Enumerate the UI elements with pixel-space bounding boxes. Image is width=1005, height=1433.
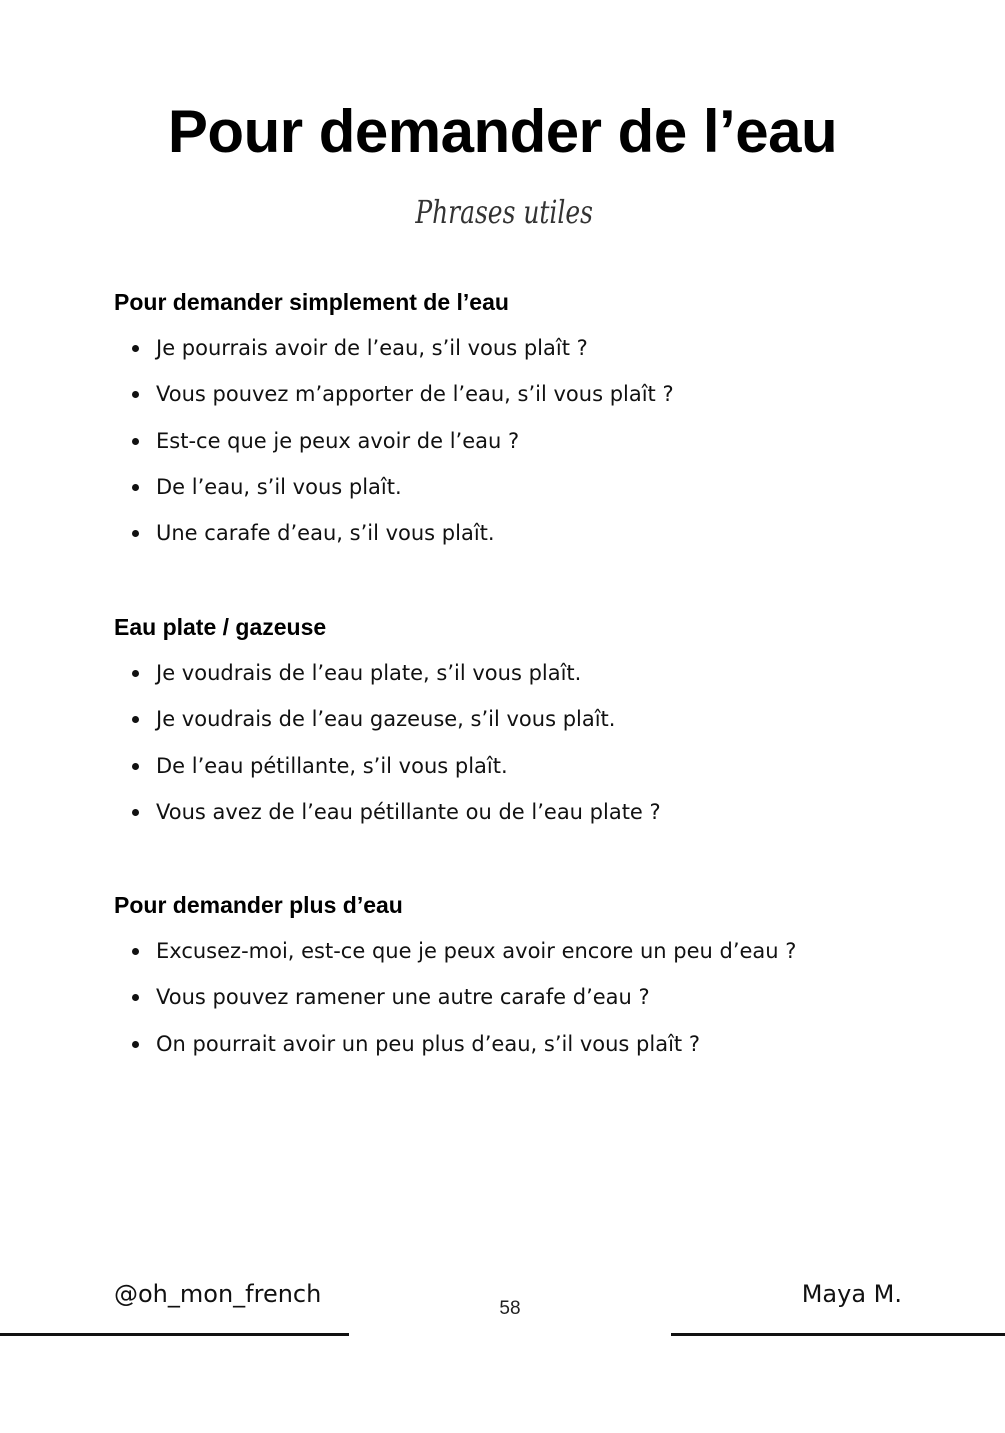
phrase-text: Vous pouvez ramener une autre carafe d’eau ?: [156, 985, 650, 1010]
footer-rule-left: [0, 1333, 349, 1336]
phrase-text: Je voudrais de l’eau plate, s’il vous plaît.: [156, 661, 582, 685]
phrase-text: Vous pouvez m’apporter de l’eau, s’il vous plaît ?: [156, 382, 674, 407]
page-title: Pour demander de l’eau: [167, 98, 838, 165]
phrase-text: On pourrait avoir un peu plus d’eau, s’il vous plaît ?: [156, 1031, 700, 1056]
bullet-icon: [132, 438, 139, 445]
bullet-icon: [132, 530, 139, 537]
list-item: [114, 658, 914, 704]
bullet-icon: [132, 716, 139, 723]
section-simple-request: [114, 287, 914, 564]
bullet-icon: [132, 994, 139, 1001]
list-item: [114, 797, 914, 843]
list-item: [114, 751, 914, 797]
section-heading: Pour demander plus d’eau: [114, 892, 403, 918]
list-item: [114, 379, 914, 425]
list-item: [114, 518, 914, 564]
section-still-sparkling: [114, 612, 914, 843]
phrase-text: Je pourrais avoir de l’eau, s’il vous plaît ?: [156, 336, 588, 360]
footer-rule-right: [671, 1333, 1005, 1336]
phrase-list: [114, 333, 914, 564]
list-item: [114, 472, 914, 518]
section-more-water: [114, 890, 914, 1075]
bullet-icon: [132, 391, 139, 398]
bullet-icon: [132, 484, 139, 491]
page-number: 58: [499, 1298, 521, 1319]
list-item: [114, 426, 914, 472]
phrase-text: Est-ce que je peux avoir de l’eau ?: [156, 428, 520, 453]
bullet-icon: [132, 670, 139, 677]
phrase-text: Une carafe d’eau, s’il vous plaît.: [156, 521, 495, 546]
bullet-icon: [132, 948, 139, 955]
bullet-icon: [132, 345, 139, 352]
phrase-text: De l’eau pétillante, s’il vous plaît.: [156, 753, 508, 778]
list-item: [114, 1029, 914, 1075]
list-item: [114, 936, 914, 982]
phrase-text: Vous avez de l’eau pétillante ou de l’eau plate ?: [156, 799, 661, 824]
bullet-icon: [132, 1041, 139, 1048]
list-item: [114, 333, 914, 379]
list-item: [114, 704, 914, 750]
footer-author: Maya M.: [801, 1280, 902, 1308]
page-subtitle: Phrases utiles: [415, 193, 593, 231]
bullet-icon: [132, 763, 139, 770]
phrase-text: Je voudrais de l’eau gazeuse, s’il vous plaît.: [156, 707, 616, 732]
footer-handle: @oh_mon_french: [114, 1280, 322, 1308]
section-heading: Pour demander simplement de l’eau: [114, 289, 509, 315]
phrase-list: [114, 936, 914, 1075]
phrase-list: [114, 658, 914, 843]
bullet-icon: [132, 809, 139, 816]
list-item: [114, 982, 914, 1028]
phrase-text: De l’eau, s’il vous plaît.: [156, 474, 402, 499]
section-heading: Eau plate / gazeuse: [114, 614, 327, 640]
phrase-text: Excusez-moi, est-ce que je peux avoir encore un peu d’eau ?: [156, 939, 797, 963]
